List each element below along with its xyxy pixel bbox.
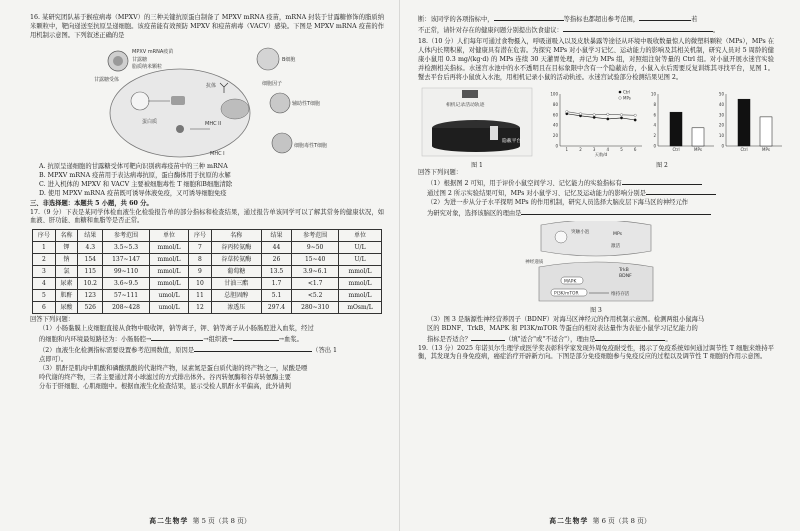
table-cell: 5	[33, 290, 56, 302]
bar-mps	[692, 127, 704, 145]
label-mapk: MAPK	[564, 279, 577, 285]
table-header-cell: 结果	[261, 230, 292, 242]
table-cell: 氯	[55, 266, 78, 278]
table-header-row	[33, 230, 382, 242]
table-cell: 57~111	[103, 290, 150, 302]
table-cell: 6	[33, 302, 56, 314]
table-cell: 123	[78, 290, 103, 302]
q17-1-line-a: （1）小肠黏膜上皮细胞直接从食物中吸收钾，钠等离子，钾、钠等离子从小肠肠腔进入血浆，经过	[39, 325, 314, 333]
q17-3-line-b: 呤代谢的终产物，三者主要通过肾小球滤过的方式排出体外。谷丙转氨酶和谷草转氨酶主要	[39, 374, 291, 381]
data-point	[579, 112, 581, 114]
endosome	[131, 92, 149, 110]
q17-1-blank-1[interactable]	[151, 334, 203, 341]
footer-subject: 高二生物学	[549, 517, 589, 526]
y-tick-label: 20	[718, 122, 724, 128]
q17-cont-line-1	[418, 14, 774, 25]
q16-stem: 16. 某研究团队基于猴痘病毒（MPXV）的三种关键抗原蛋白制备了 MPXV mRNA 疫苗，mRNA 封装于甘露糖修饰的脂质纳米颗粒中，靶向递送至抗原呈递细胞。该疫苗能有效预防 MPXV 和痘苗病毒（VACV）感染。下图是 MPXV mRNA 疫苗的作用机制示意图。下列叙述正确的是	[30, 14, 384, 39]
x-tick-label: 6	[633, 146, 637, 152]
table-cell: 26	[261, 254, 292, 266]
table-cell: 尿酸	[55, 302, 78, 314]
y-tick-label: 6	[653, 111, 656, 117]
q17-cont-line-2	[418, 25, 774, 36]
y-tick-label: 0	[555, 143, 558, 149]
helper-t-cell	[270, 93, 290, 113]
x-tick-label: 2	[579, 146, 582, 152]
y-tick-label: 8	[653, 101, 656, 107]
q18-3-blank-1[interactable]	[471, 334, 505, 341]
y-tick-label: 10	[650, 91, 656, 97]
legend-mps: MPs	[623, 95, 631, 101]
platform-icon	[490, 126, 498, 140]
legend-ctrl-marker	[619, 90, 622, 93]
page-6	[400, 0, 800, 531]
q17-1-arrow2: →组织液→	[203, 336, 233, 344]
table-header-cell: 序号	[33, 230, 56, 242]
table-cell: 谷草转氨酶	[211, 254, 261, 266]
table-cell: 7	[189, 242, 212, 254]
label-neuro: 神经递质	[525, 260, 544, 266]
data-point	[593, 113, 595, 115]
x-tick-label: 4	[606, 146, 610, 152]
q18-2-line-b	[418, 208, 774, 219]
legend-mps-marker	[619, 96, 622, 99]
table-cell: U/L	[339, 242, 382, 254]
x-axis-label: 天数/d	[594, 151, 608, 157]
q17-cont-text: 断：该同学的各项指标中，	[418, 16, 494, 23]
table-row	[33, 266, 382, 278]
table-cell: 1.7	[261, 278, 292, 290]
fig1-caption: 图 1	[471, 161, 483, 169]
q17-answer-intro: 回答下列问题：	[30, 316, 75, 324]
label-camera: 相机记录活动轨迹	[446, 102, 485, 108]
q17-cont-text-c: 若	[691, 16, 698, 23]
table-cell: 3.6~9.5	[103, 278, 150, 290]
bar-ctrl	[738, 99, 750, 146]
y-tick-label: 40	[718, 101, 724, 107]
x-tick-label: MPs	[694, 146, 702, 152]
page-6-footer	[400, 517, 800, 527]
q17-1-text: 的细胞和内环境最短路径为：	[39, 336, 121, 344]
table-header-cell: 名称	[211, 230, 261, 242]
table-header-cell: 参考范围	[103, 230, 150, 242]
q18-1-text: （1）根据图 2 可知，用于评价小鼠空间学习、记忆能力的实验指标有	[427, 179, 622, 187]
table-cell: 44	[261, 242, 292, 254]
q17-3-line-c: 分布于肝细胞、心肌细胞中。根据血液生化检查结果，显示受检人肌酐水平偏高，此外请判	[39, 382, 291, 390]
table-cell: 葡萄糖	[211, 266, 261, 278]
label-pi3k: PI3K/mTOR	[554, 291, 579, 297]
table-cell: 99~110	[103, 266, 150, 278]
label-ctl: 细胞毒性T细胞	[294, 142, 328, 149]
q17-1-line-b	[30, 334, 384, 345]
y-tick-label: 10	[718, 132, 724, 138]
label-trkb: TrkB	[619, 268, 629, 274]
q17-2-text: （2）血液生化检测指标需要设置参考范围数值，原因是	[39, 347, 195, 355]
fig1-water-maze	[418, 86, 536, 168]
label-b-cell: B细胞	[282, 56, 296, 63]
table-cell: 297.4	[261, 302, 292, 314]
y-tick-label: 80	[552, 101, 558, 107]
table-cell: 3.9~6.1	[292, 266, 339, 278]
data-point	[620, 113, 622, 115]
table-cell: 渗透压	[211, 302, 261, 314]
table-cell: umol/L	[149, 290, 188, 302]
q17-3-line-a: （3）肌酐是肌肉中肌酸和磷酸肌酸的代谢终产物，尿素氮是蛋白质代谢的终产物之一，尿酸是嘌	[39, 365, 308, 373]
table-cell: mmol/L	[339, 290, 382, 302]
data-point	[566, 110, 568, 112]
bar-ctrl	[670, 112, 682, 146]
table-cell: mmol/L	[149, 266, 188, 278]
fig3-diagram	[521, 221, 671, 315]
y-tick-label: 2	[653, 132, 656, 138]
label-protein: 蛋白质	[142, 118, 158, 125]
table-cell: 总胆固醇	[211, 290, 261, 302]
q16-option-c: C. 进入机体的 MPXV 和 VACV 主要被细胞毒性 T 细胞和B细胞清除	[39, 180, 233, 188]
q18-figures	[418, 86, 774, 168]
label-platform: 隐蔽平台	[502, 138, 522, 144]
table-cell: 3.5~5.3	[103, 242, 150, 254]
q17-2-hint: （答出 1	[312, 347, 338, 355]
proteasome	[176, 125, 184, 133]
q18-stem: 18.（10 分）人们每年可通过食物摄入，呼吸道吸入以及皮肤暴露等途径从环境中吸收数量惊人的微塑料颗粒（MPs），MPs 在人体内长期积累，对健康具有潜在危害。为探究 MPs 对小鼠学习记忆、运动能力的影响及其相关机制，研究人员对 5 周龄的健康小鼠用 0.3 mg/(kg·d) 的 MPs 连续 30 天灌胃处理，并记为 MPs 组，对照组注射等量的 Ctrl 组。对小鼠开展水迷宫实验并检测相关指标。水迷宫水池中的水不透明且在目标象限中含有一个隐蔽站台，小鼠入水后需要反复训练其寻找平台，见图 1。蟹去平台后再将小鼠放入水池，用相机记录小鼠的活动轨迹。水迷宫试验部分检测结果见图 2。	[418, 37, 774, 81]
label-mhc1: MHC I	[210, 150, 225, 157]
y-tick-label: 20	[552, 132, 558, 138]
b-cell	[257, 48, 279, 70]
table-header-cell: 参考范围	[292, 230, 339, 242]
table-cell: <1.7	[292, 278, 339, 290]
q17-cont-end: 。	[712, 26, 720, 34]
q18-3-text-d: （填"适合"或"不适合"），理由是	[505, 335, 596, 343]
table-cell: 钾	[55, 242, 78, 254]
table-cell: 谷丙转氨酶	[211, 242, 261, 254]
q18-3-blank-2[interactable]	[595, 334, 665, 341]
fig2-caption: 图 2	[656, 161, 668, 169]
q18-3-end: 。	[665, 335, 672, 343]
table-cell: 12	[189, 302, 212, 314]
q17-1-blank-2[interactable]	[233, 334, 279, 341]
table-cell: umol/L	[149, 302, 188, 314]
label-mannose-receptor: 甘露糖受体	[94, 76, 120, 83]
label-mps: MPs	[613, 232, 623, 238]
q18-3-line-a: （3）图 3 是脑源性神经营养因子（BDNF）对海马区神经元的作用机制示意图。检测两组小鼠海马	[427, 315, 705, 323]
x-tick-label: 5	[620, 146, 623, 152]
q17-1-end: →血浆。	[278, 336, 303, 344]
table-cell: 4.3	[78, 242, 103, 254]
table-cell: 5.1	[261, 290, 292, 302]
q18-3-line-b: 区的 BDNF、TrkB、MAPK 和 PI3K/mTOR 等蛋白的相对表达量作为表征小鼠学习记忆能力的	[427, 324, 698, 332]
table-cell: 10	[189, 278, 212, 290]
q17-stem: 17.（9 分）下表是某同学体检血液生化检验报告单的部分指标和检查结果，通过报告单该同学可以了解其常务的健康状况，如血液、肝功能、血糖和血脂等是否正常。	[30, 208, 384, 225]
footer-page: 第 6 页（共 8 页）	[592, 517, 651, 526]
x-tick-label: Ctrl	[672, 146, 680, 152]
q17-2-line-b: 点即可）。	[39, 356, 68, 364]
table-cell: 10.2	[78, 278, 103, 290]
q18-1-blank-2[interactable]	[646, 188, 716, 195]
q17-2-line-a	[30, 345, 384, 356]
x-tick-label: MPs	[762, 146, 770, 152]
table-cell: 甘油三酯	[211, 278, 261, 290]
table-cell: 526	[78, 302, 103, 314]
x-tick-label: 1	[565, 146, 569, 152]
y-tick-label: 4	[653, 122, 656, 128]
table-header-cell: 序号	[189, 230, 212, 242]
q16-option-d: D. 使用 MPXV mRNA 疫苗既可诱导体液免疫，又可诱导细胞免疫	[39, 189, 227, 197]
table-cell: 2	[33, 254, 56, 266]
table-cell: U/L	[339, 254, 382, 266]
table-cell: 137~147	[103, 254, 150, 266]
footer-subject: 高二生物学	[149, 517, 189, 526]
q17-cont-blank-1[interactable]	[494, 14, 564, 21]
table-cell: 4	[33, 278, 56, 290]
table-header-cell: 名称	[55, 230, 78, 242]
q17-cont-text-b: 等指标也都超出参考范围，	[563, 16, 640, 23]
label-helper-t: 辅助性T细胞	[292, 100, 321, 107]
label-activation: 激活	[611, 244, 621, 250]
q17-cont-blank-3[interactable]	[563, 25, 713, 32]
table-header-cell: 结果	[78, 230, 103, 242]
table-cell: mmol/L	[339, 278, 382, 290]
table-cell: 15~40	[292, 254, 339, 266]
data-point	[607, 117, 609, 119]
bar-mps	[760, 116, 772, 145]
table-cell: 8	[189, 254, 212, 266]
y-tick-label: 0	[721, 143, 724, 149]
table-cell: <5.2	[292, 290, 339, 302]
series-line-mps	[567, 111, 635, 115]
label-survival: 维持存活	[611, 292, 630, 298]
table-cell: mOsm/L	[339, 302, 382, 314]
q18-1-text-b: 通过图 2 所示实验结果可知，MPs 对小鼠学习、记忆及运动能力的影响分别是	[427, 190, 646, 198]
q18-2-text: 为研究对象，选择该脑区的理由是	[427, 210, 522, 218]
x-tick-label: 3	[592, 146, 596, 152]
table-cell: 115	[78, 266, 103, 278]
fig2-svg	[542, 86, 782, 158]
table-cell: mmol/L	[149, 242, 188, 254]
table-cell: 9	[189, 266, 212, 278]
fig3-caption: 图 3	[590, 307, 602, 315]
y-tick-label: 40	[552, 122, 558, 128]
y-tick-label: 30	[718, 111, 724, 117]
ctl-cell	[272, 133, 292, 153]
label-bdnf: BDNF	[619, 274, 632, 280]
q18-2-blank[interactable]	[521, 208, 711, 215]
table-cell: mmol/L	[149, 254, 188, 266]
table-cell: 280~310	[292, 302, 339, 314]
q17-1-lumen: 小肠肠腔	[120, 336, 147, 344]
label-mhc2: MHC II	[205, 120, 222, 127]
q18-1-blank-1[interactable]	[622, 178, 702, 185]
data-point	[634, 118, 636, 120]
q16-figure	[30, 43, 380, 161]
q18-3-line-c	[418, 334, 774, 345]
nucleus	[221, 99, 249, 119]
q18-answer-intro: 回答下列问题：	[418, 168, 463, 176]
data-point	[634, 114, 636, 116]
label-vesicle: 突触小泡	[571, 230, 590, 236]
table-cell: mmol/L	[339, 266, 382, 278]
immune-mechanism-diagram	[30, 43, 380, 161]
y-tick-label: 100	[550, 91, 558, 97]
table-row	[33, 242, 382, 254]
vesicle-icon	[555, 231, 567, 243]
table-cell: 钠	[55, 254, 78, 266]
data-point	[593, 116, 595, 118]
fig2-charts	[542, 86, 782, 168]
ribosome	[171, 96, 185, 105]
legend-ctrl: Ctrl	[623, 89, 631, 95]
label-lnp: 脂质纳米颗粒	[132, 63, 163, 70]
table-cell: 208~428	[103, 302, 150, 314]
section-3-heading: 三、非选择题：本题共 5 小题，共 60 分。	[30, 199, 153, 207]
q18-2-line-a: （2）为进一步从分子水平探明 MPs 的作用机制，研究人员选择大脑皮层下海马区的神经元作	[427, 199, 689, 207]
q18-3-text: 指标是否适合？	[427, 335, 472, 343]
label-cytokine: 细胞因子	[262, 80, 283, 87]
table-cell: 13.5	[261, 266, 292, 278]
q17-cont-blank-2[interactable]	[639, 14, 691, 21]
table-cell: 尿素	[55, 278, 78, 290]
data-point	[607, 113, 609, 115]
table-header-cell: 单位	[149, 230, 188, 242]
q18-1-line-a	[418, 178, 774, 189]
mrna-core	[113, 56, 123, 66]
label-vaccine: MPXV mRNA疫苗	[132, 48, 174, 55]
table-row	[33, 302, 382, 314]
label-mannose: 甘露糖	[132, 56, 148, 63]
table-header-cell: 单位	[339, 230, 382, 242]
label-antibody: 抗体	[206, 82, 217, 89]
data-point	[620, 116, 622, 118]
table-cell: 1	[33, 242, 56, 254]
q16-option-a: A. 抗原呈递细胞的甘露糖受体可靶向识别病毒疫苗中的三种 mRNA	[39, 162, 228, 170]
page-5-footer	[0, 517, 400, 527]
footer-page: 第 5 页（共 8 页）	[192, 517, 251, 526]
blood-test-table	[32, 229, 382, 314]
table-cell: 3	[33, 266, 56, 278]
y-tick-label: 60	[552, 111, 558, 117]
table-row	[33, 254, 382, 266]
table-cell: 154	[78, 254, 103, 266]
q17-cont-text-2: 不正常，请针对存在的健康问题分别提出饮食建议：	[418, 26, 563, 34]
q19-stem: 19.（13 分）2025 年诺贝尔生理学或医学奖表彰科学家发现外周免疫耐受性，揭示了免疫系统如何通过调节性 T 细胞来维持平衡，其发现为自身免疫病，癌症治疗开辟新方向。下图是部分免疫细胞参与免疫反应的过程以及调节性 T 细胞的作用示意图。	[418, 344, 774, 361]
q17-2-blank[interactable]	[194, 345, 312, 352]
table-cell: mmol/L	[149, 278, 188, 290]
table-row	[33, 290, 382, 302]
table-cell: 肌酐	[55, 290, 78, 302]
q17-1-arrow: →	[146, 336, 152, 344]
camera-icon	[462, 90, 478, 98]
table-row	[33, 278, 382, 290]
y-tick-label: 50	[718, 91, 724, 97]
x-tick-label: Ctrl	[740, 146, 748, 152]
y-tick-label: 0	[653, 143, 656, 149]
q18-1-line-b	[418, 188, 774, 199]
table-cell: 11	[189, 290, 212, 302]
table-cell: 9~50	[292, 242, 339, 254]
q16-option-b: B. MPXV mRNA 疫苗用于表达病毒抗原，蛋白酶体用于抗原的水解	[39, 171, 231, 179]
